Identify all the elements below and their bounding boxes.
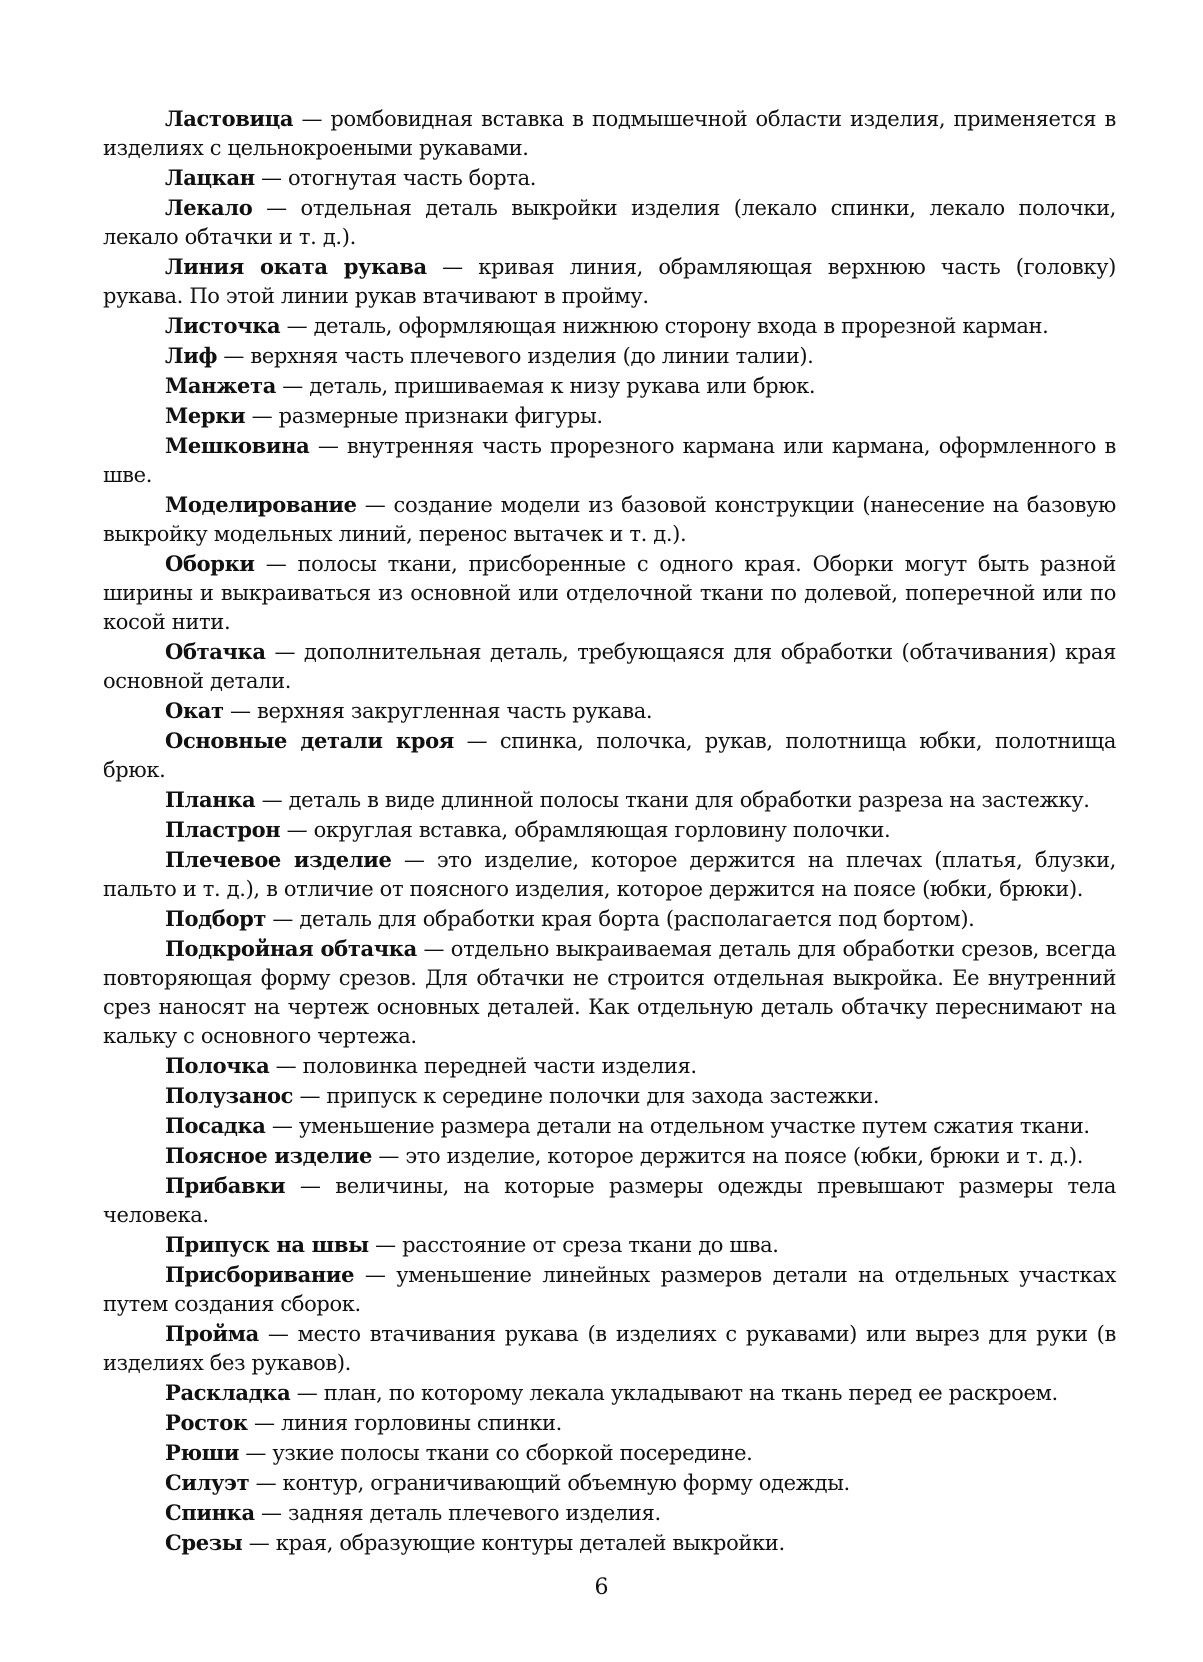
glossary-term: Раскладка bbox=[165, 1380, 291, 1405]
glossary-entry bbox=[103, 371, 1116, 401]
glossary-term: Плечевое изделие bbox=[165, 847, 392, 872]
glossary-term: Мерки bbox=[165, 403, 246, 428]
glossary-term: Подборт bbox=[165, 906, 267, 931]
glossary-entry bbox=[103, 934, 1116, 1051]
glossary-definition: — кривая линия, обрамляющая верхнюю часть (головку) рукава. По этой линии рукав втачивают в пройму. bbox=[103, 255, 1116, 308]
glossary-definition: — это изделие, которое держится на поясе (юбки, брюки и т. д.). bbox=[372, 1144, 1084, 1168]
glossary-entry bbox=[103, 726, 1116, 785]
glossary-entry bbox=[103, 1111, 1116, 1141]
glossary-definition: — деталь для обработки края борта (располагается под бортом). bbox=[266, 907, 975, 931]
glossary-term: Окат bbox=[165, 698, 224, 723]
glossary-term: Силуэт bbox=[165, 1470, 250, 1495]
glossary-entry bbox=[103, 401, 1116, 431]
glossary-definition: — половинка передней части изделия. bbox=[269, 1054, 697, 1078]
glossary-definition: — края, образующие контуры деталей выкройки. bbox=[242, 1531, 785, 1555]
glossary-entry bbox=[103, 311, 1116, 341]
glossary-definition: — спинка, полочка, рукав, полотнища юбки, полотнища брюк. bbox=[103, 729, 1116, 782]
glossary-definition: — отдельная деталь выкройки изделия (лекало спинки, лекало полочки, лекало обтачки и т. д.). bbox=[103, 196, 1116, 249]
glossary-entry bbox=[103, 1468, 1116, 1498]
glossary-entry bbox=[103, 163, 1116, 193]
glossary-definition: — дополнительная деталь, требующаяся для обработки (обтачивания) края основной детали. bbox=[103, 640, 1116, 693]
glossary-definition: — деталь, пришиваемая к низу рукава или брюк. bbox=[275, 374, 816, 398]
glossary-definition: — отогнутая часть борта. bbox=[254, 166, 537, 190]
glossary-entry bbox=[103, 1260, 1116, 1319]
glossary-entry bbox=[103, 1498, 1116, 1528]
glossary-definition: — верхняя закругленная часть рукава. bbox=[223, 699, 653, 723]
glossary-term: Манжета bbox=[165, 373, 276, 398]
glossary-definition: — линия горловины спинки. bbox=[247, 1411, 563, 1435]
glossary-term: Мешковина bbox=[165, 433, 310, 458]
glossary-entry bbox=[103, 341, 1116, 371]
glossary-term: Пройма bbox=[165, 1321, 259, 1346]
glossary-term: Посадка bbox=[165, 1113, 266, 1138]
glossary-entry bbox=[103, 1051, 1116, 1081]
glossary-entry bbox=[103, 1081, 1116, 1111]
glossary-definition: — деталь, оформляющая нижнюю сторону входа в прорезной карман. bbox=[280, 314, 1049, 338]
glossary-definition: — отдельно выкраиваемая деталь для обработки срезов, всегда повторяющая форму срезов. Для обтачки не строится отдельная выкройка. Ее внутренний срез наносят на чертеж основных деталей. Как отдельную деталь обтачку переснимают на кальку с основного чертежа. bbox=[103, 937, 1116, 1048]
glossary-page bbox=[103, 104, 1116, 1558]
glossary-entry bbox=[103, 1378, 1116, 1408]
glossary-term: Пластрон bbox=[165, 817, 281, 842]
glossary-term: Лацкан bbox=[165, 165, 255, 190]
glossary-term: Основные детали кроя bbox=[165, 728, 454, 753]
glossary-entry bbox=[103, 104, 1116, 163]
glossary-definition: — место втачивания рукава (в изделиях с рукавами) или вырез для руки (в изделиях без рукавов). bbox=[103, 1322, 1116, 1375]
glossary-entry bbox=[103, 549, 1116, 637]
glossary-term: Поясное изделие bbox=[165, 1143, 373, 1168]
glossary-term: Подкройная обтачка bbox=[165, 936, 417, 961]
glossary-entry bbox=[103, 193, 1116, 252]
glossary-entry bbox=[103, 1319, 1116, 1378]
glossary-definition: — ромбовидная вставка в подмышечной области изделия, применяется в изделиях с цельнокроеными рукавами. bbox=[103, 107, 1116, 160]
glossary-definition: — это изделие, которое держится на плечах (платья, блузки, пальто и т. д.), в отличие от поясного изделия, которое держится на поясе (юбки, брюки). bbox=[103, 848, 1116, 901]
glossary-term: Лекало bbox=[165, 195, 253, 220]
glossary-entry bbox=[103, 904, 1116, 934]
glossary-term: Оборки bbox=[165, 551, 255, 576]
glossary-term: Спинка bbox=[165, 1500, 255, 1525]
glossary-definition: — создание модели из базовой конструкции (нанесение на базовую выкройку модельных линий, перенос вытачек и т. д.). bbox=[103, 493, 1116, 546]
glossary-term: Присборивание bbox=[165, 1262, 355, 1287]
glossary-term: Моделирование bbox=[165, 492, 357, 517]
glossary-entry bbox=[103, 845, 1116, 904]
glossary-definition: — величины, на которые размеры одежды превышают размеры тела человека. bbox=[103, 1174, 1116, 1227]
glossary-term: Листочка bbox=[165, 313, 281, 338]
glossary-term: Рюши bbox=[165, 1440, 240, 1465]
glossary-term: Срезы bbox=[165, 1530, 243, 1555]
glossary-term: Прибавки bbox=[165, 1173, 286, 1198]
glossary-definition: — деталь в виде длинной полосы ткани для обработки разреза на застежку. bbox=[255, 788, 1090, 812]
glossary-definition: — округлая вставка, обрамляющая горловину полочки. bbox=[280, 818, 891, 842]
glossary-definition: — полосы ткани, присборенные с одного края. Оборки могут быть разной ширины и выкраиваться из основной или отделочной ткани по долевой, поперечной или по косой нити. bbox=[103, 552, 1116, 634]
glossary-term: Обтачка bbox=[165, 639, 266, 664]
glossary-definition: — верхняя часть плечевого изделия (до линии талии). bbox=[217, 344, 814, 368]
glossary-entry bbox=[103, 815, 1116, 845]
glossary-entry bbox=[103, 696, 1116, 726]
glossary-definition: — уменьшение размера детали на отдельном участке путем сжатия ткани. bbox=[265, 1114, 1090, 1138]
glossary-entry bbox=[103, 1230, 1116, 1260]
glossary-term: Припуск на швы bbox=[165, 1232, 369, 1257]
glossary-term: Росток bbox=[165, 1410, 248, 1435]
glossary-term: Линия оката рукава bbox=[165, 254, 427, 279]
glossary-entry bbox=[103, 1141, 1116, 1171]
glossary-term: Лиф bbox=[165, 343, 218, 368]
glossary-definition: — уменьшение линейных размеров детали на отдельных участках путем создания сборок. bbox=[103, 1263, 1116, 1316]
page-number: 6 bbox=[594, 1575, 609, 1600]
glossary-term: Ластовица bbox=[165, 106, 294, 131]
glossary-entry bbox=[103, 490, 1116, 549]
glossary-definition: — внутренняя часть прорезного кармана или кармана, оформленного в шве. bbox=[103, 434, 1116, 487]
glossary-definition: — узкие полосы ткани со сборкой посередине. bbox=[239, 1441, 753, 1465]
glossary-entry bbox=[103, 431, 1116, 490]
glossary-definition: — план, по которому лекала укладывают на ткань перед ее раскроем. bbox=[290, 1381, 1058, 1405]
glossary-entry bbox=[103, 785, 1116, 815]
glossary-entry bbox=[103, 1528, 1116, 1558]
glossary-definition: — задняя деталь плечевого изделия. bbox=[254, 1501, 661, 1525]
glossary-term: Полочка bbox=[165, 1053, 270, 1078]
glossary-definition: — контур, ограничивающий объемную форму одежды. bbox=[249, 1471, 850, 1495]
glossary-definition: — расстояние от среза ткани до шва. bbox=[368, 1233, 779, 1257]
glossary-definition: — размерные признаки фигуры. bbox=[245, 404, 603, 428]
glossary-entry bbox=[103, 1438, 1116, 1468]
glossary-term: Планка bbox=[165, 787, 256, 812]
glossary-entry bbox=[103, 252, 1116, 311]
glossary-entry bbox=[103, 1171, 1116, 1230]
glossary-definition: — припуск к середине полочки для захода застежки. bbox=[293, 1084, 880, 1108]
glossary-entry bbox=[103, 637, 1116, 696]
glossary-entry bbox=[103, 1408, 1116, 1438]
glossary-term: Полузанос bbox=[165, 1083, 294, 1108]
